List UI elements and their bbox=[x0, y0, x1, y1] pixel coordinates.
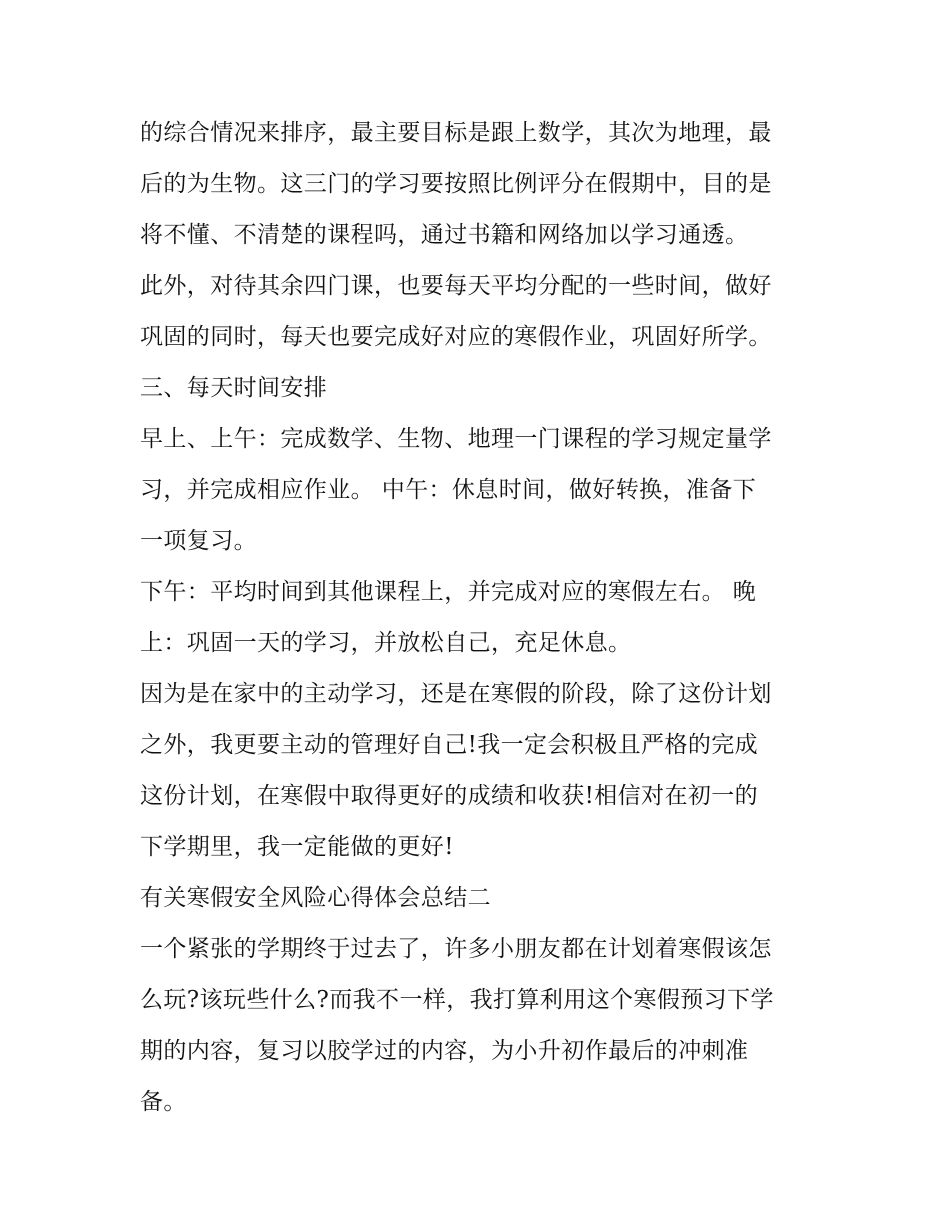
text-line-10: 下午：平均时间到其他课程上，并完成对应的寒假左右。 晚 bbox=[140, 579, 757, 605]
section-heading-daily-schedule: 三、每天时间安排 bbox=[140, 375, 328, 401]
text-line-1: 的综合情况来排序，最主要目标是跟上数学，其次为地理，最 bbox=[140, 120, 772, 146]
text-line-12: 因为是在家中的主动学习，还是在寒假的阶段，除了这份计划 bbox=[140, 681, 772, 707]
text-line-8: 习，并完成相应作业。 中午：休息时间，做好转换，准备下 bbox=[140, 477, 757, 503]
text-line-18: 么玩?该玩些什么?而我不一样，我打算利用这个寒假预习下学 bbox=[140, 987, 774, 1013]
text-line-20: 备。 bbox=[140, 1089, 187, 1115]
text-line-15: 下学期里，我一定能做的更好! bbox=[140, 834, 454, 860]
section-heading-summary-two: 有关寒假安全风险心得体会总结二 bbox=[140, 885, 491, 911]
text-line-19: 期的内容，复习以胶学过的内容，为小升初作最后的冲刺准 bbox=[140, 1038, 749, 1064]
text-line-7: 早上、上午：完成数学、生物、地理一门课程的学习规定量学 bbox=[140, 426, 772, 452]
text-line-17: 一个紧张的学期终于过去了，许多小朋友都在计划着寒假该怎 bbox=[140, 936, 772, 962]
text-line-3: 将不懂、不清楚的课程吗，通过书籍和网络加以学习通透。 bbox=[140, 222, 749, 248]
text-line-5: 巩固的同时，每天也要完成好对应的寒假作业，巩固好所学。 bbox=[140, 324, 772, 350]
text-line-2: 后的为生物。这三门的学习要按照比例评分在假期中，目的是 bbox=[140, 171, 772, 197]
text-line-4: 此外，对待其余四门课，也要每天平均分配的一些时间，做好 bbox=[140, 273, 772, 299]
text-line-11: 上：巩固一天的学习，并放松自己，充足休息。 bbox=[140, 630, 632, 656]
text-line-9: 一项复习。 bbox=[140, 528, 257, 554]
text-line-13: 之外，我更要主动的管理好自己!我一定会积极且严格的完成 bbox=[140, 732, 759, 758]
document-body bbox=[140, 108, 815, 1128]
text-line-14: 这份计划，在寒假中取得更好的成绩和收获!相信对在初一的 bbox=[140, 783, 759, 809]
